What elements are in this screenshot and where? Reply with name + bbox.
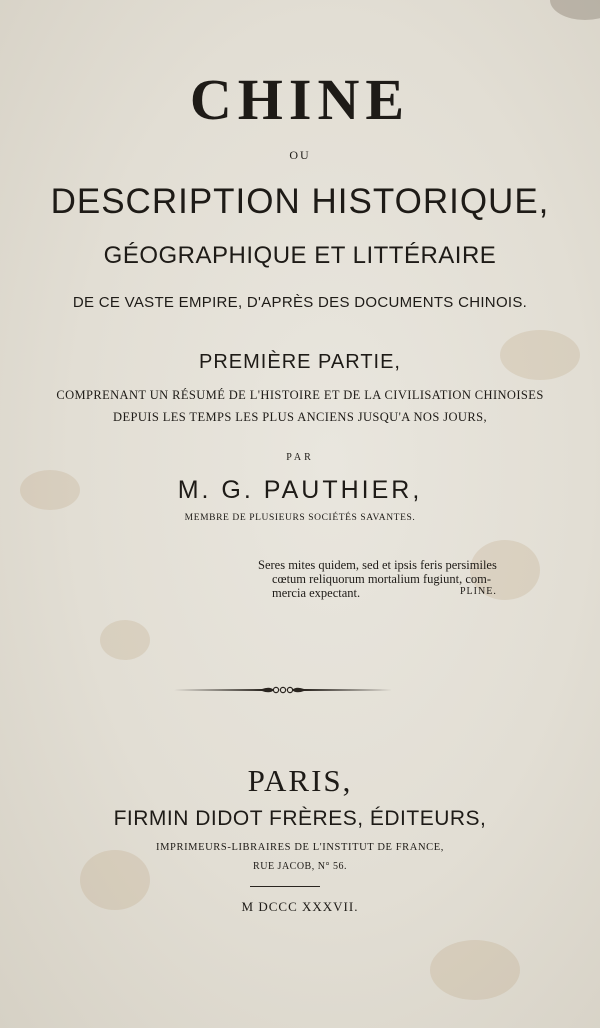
part-heading: PREMIÈRE PARTIE, bbox=[199, 351, 401, 373]
by-label: PAR bbox=[286, 452, 314, 463]
imprint-year: M DCCC XXXVII. bbox=[241, 899, 359, 914]
imprint-address: RUE JACOB, N° 56. bbox=[253, 861, 347, 872]
title-conjunction: OU bbox=[289, 148, 311, 162]
subtitle-line-2: GÉOGRAPHIQUE ET LITTÉRAIRE bbox=[103, 242, 497, 269]
imprint-printers: IMPRIMEURS-LIBRAIRES DE L'INSTITUT DE FRANCE, bbox=[156, 842, 444, 853]
imprint-city: PARIS, bbox=[247, 763, 353, 798]
epigraph-attribution: PLINE. bbox=[460, 586, 497, 597]
ornamental-rule-icon bbox=[170, 682, 396, 698]
imprint-publisher: FIRMIN DIDOT FRÈRES, ÉDITEURS, bbox=[113, 807, 487, 830]
epigraph-line-3: mercia expectant. bbox=[272, 586, 361, 600]
part-description-line-2: DEPUIS LES TEMPS LES PLUS ANCIENS JUSQU'A NOS JOURS, bbox=[113, 410, 487, 424]
book-title: CHINE bbox=[189, 67, 411, 132]
epigraph-line-1: Seres mites quidem, sed et ipsis feris persimiles bbox=[258, 558, 497, 572]
subtitle-line-1: DESCRIPTION HISTORIQUE, bbox=[50, 182, 550, 221]
author-affiliation: MEMBRE DE PLUSIEURS SOCIÉTÉS SAVANTES. bbox=[184, 513, 416, 523]
author-name: M. G. PAUTHIER, bbox=[177, 476, 423, 504]
page-corner-shadow bbox=[550, 0, 600, 20]
epigraph-line-2: cœtum reliquorum mortalium fugiunt, com- bbox=[272, 572, 492, 586]
foxing-stain bbox=[100, 620, 150, 660]
foxing-stain bbox=[430, 940, 520, 1000]
part-description-line-1: COMPRENANT UN RÉSUMÉ DE L'HISTOIRE ET DE LA CIVILISATION CHINOISES bbox=[56, 388, 544, 402]
imprint-divider bbox=[250, 886, 320, 887]
subtitle-line-3: DE CE VASTE EMPIRE, D'APRÈS DES DOCUMENTS CHINOIS. bbox=[72, 294, 528, 311]
